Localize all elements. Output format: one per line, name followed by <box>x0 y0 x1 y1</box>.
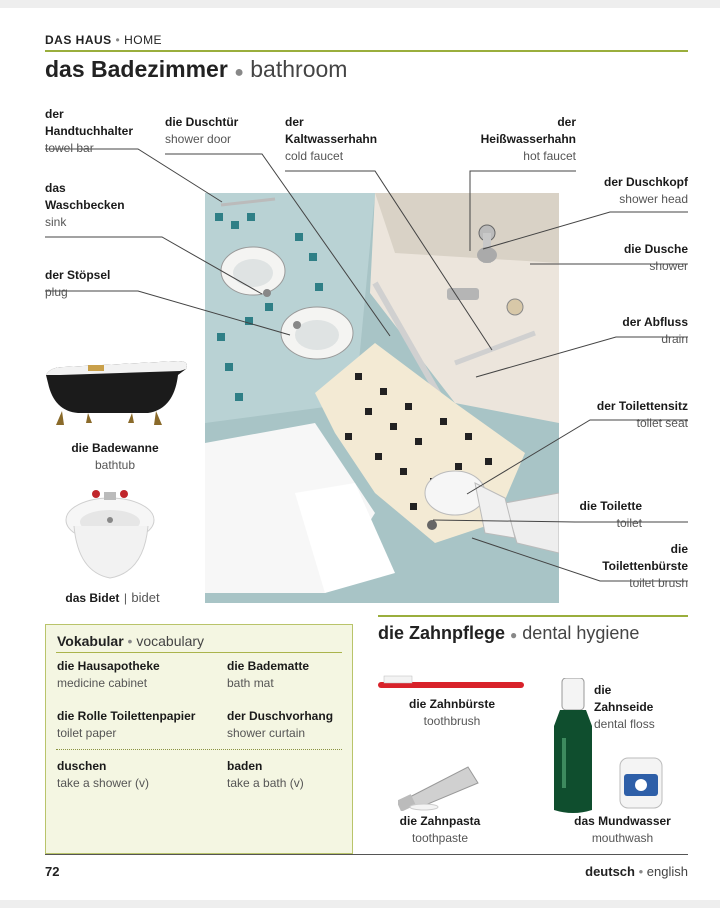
label-bathtub <box>40 440 190 473</box>
vocab-item <box>227 758 304 791</box>
label-toothpaste <box>375 813 505 846</box>
label-de: die Zahnbürste <box>408 697 495 711</box>
label-de: Kaltwasserhahn <box>285 132 378 146</box>
dental-floss-image <box>616 756 666 810</box>
title-en: bathroom <box>250 56 348 82</box>
separator-dot: ● <box>510 628 518 642</box>
label-towel-bar <box>45 106 133 156</box>
label-dental-floss <box>594 682 655 732</box>
label-toilet <box>580 498 642 531</box>
label-toothbrush <box>378 696 526 729</box>
label-de: die Zahnpasta <box>399 814 481 828</box>
vocab-en: take a bath (v) <box>227 776 304 790</box>
label-en: sink <box>45 215 67 229</box>
bidet-image <box>62 486 162 581</box>
label-de: Zahnseide <box>594 700 654 714</box>
label-de: Waschbecken <box>45 198 125 212</box>
label-plug <box>45 267 110 300</box>
label-en: shower head <box>619 192 688 206</box>
label-de: das Bidet <box>65 591 120 605</box>
label-en: toothbrush <box>423 714 481 728</box>
page-number: 72 <box>45 864 60 879</box>
label-de: die <box>594 683 612 697</box>
label-separator: | <box>123 591 127 605</box>
label-shower-door <box>165 114 238 147</box>
vocab-item <box>227 658 309 691</box>
toothpaste-image <box>398 761 484 811</box>
label-de: die Toilette <box>579 499 642 513</box>
label-de: der Toilettensitz <box>596 399 688 413</box>
dental-title-de: die Zahnpflege <box>378 623 506 643</box>
label-de: der Abfluss <box>622 315 688 329</box>
section-de: DAS HAUS <box>45 33 112 47</box>
label-en: bidet <box>131 590 160 605</box>
vocab-en: shower curtain <box>227 726 306 740</box>
separator-dot: ● <box>234 64 244 81</box>
label-de: der <box>557 115 576 129</box>
label-de: Handtuchhalter <box>45 124 134 138</box>
separator-dot: • <box>638 864 644 879</box>
vocab-title-en: vocabulary <box>136 633 205 649</box>
label-en: drain <box>661 332 688 346</box>
vocab-en: take a shower (v) <box>57 776 150 790</box>
label-de: die Dusche <box>623 242 688 256</box>
label-de: Heißwasserhahn <box>480 132 576 146</box>
dental-title <box>378 623 639 644</box>
separator-dot: • <box>115 33 121 47</box>
label-bidet <box>45 589 180 607</box>
label-de: der Duschkopf <box>603 175 688 189</box>
vocabulary-box <box>45 624 353 854</box>
separator-dot: • <box>127 633 133 649</box>
vocab-item <box>57 708 195 741</box>
vocab-en: bath mat <box>227 676 274 690</box>
label-en: mouthwash <box>591 831 654 845</box>
section-en: HOME <box>124 33 163 47</box>
label-en: toothpaste <box>411 831 469 845</box>
label-de: der <box>45 107 64 121</box>
label-mouthwash <box>555 813 690 846</box>
label-toilet-seat <box>597 398 688 431</box>
label-de: die <box>670 542 688 556</box>
label-en: towel bar <box>45 141 94 155</box>
label-de: das Mundwasser <box>574 814 671 828</box>
label-shower-head <box>604 174 688 207</box>
label-de: Toilettenbürste <box>602 559 688 573</box>
vocab-en: medicine cabinet <box>57 676 148 690</box>
label-en: toilet seat <box>636 416 688 430</box>
label-en: hot faucet <box>523 149 576 163</box>
toothbrush-image <box>378 674 526 694</box>
label-en: shower door <box>165 132 232 146</box>
footer-lang-en: english <box>646 864 688 879</box>
vocabulary-title <box>57 633 204 649</box>
footer-rule <box>45 854 688 855</box>
vocab-en: toilet paper <box>57 726 117 740</box>
label-shower <box>624 241 688 274</box>
label-en: toilet <box>616 516 642 530</box>
vocab-de: baden <box>227 759 263 773</box>
dental-title-en: dental hygiene <box>522 623 640 643</box>
vocab-de: die Rolle Toilettenpapier <box>57 709 196 723</box>
label-en: toilet brush <box>629 576 688 590</box>
vocab-de: duschen <box>57 759 107 773</box>
label-toilet-brush <box>602 541 688 591</box>
label-de: das <box>45 181 66 195</box>
label-en: shower <box>649 259 688 273</box>
label-de: die Duschtür <box>165 115 239 129</box>
label-en: plug <box>45 285 68 299</box>
vocab-divider <box>56 652 342 653</box>
title-de: das Badezimmer <box>45 56 228 82</box>
bathtub-image <box>40 353 190 433</box>
mouthwash-image <box>552 678 594 814</box>
vocab-de: die Badematte <box>227 659 310 673</box>
dental-rule <box>378 615 688 617</box>
vocab-dotted-divider <box>56 749 342 750</box>
vocab-item <box>57 758 149 791</box>
label-hot-faucet <box>481 114 576 164</box>
label-sink <box>45 180 125 230</box>
label-de: die Badewanne <box>71 441 159 455</box>
book-page <box>0 8 720 900</box>
footer-languages <box>585 864 688 879</box>
vocab-de: der Duschvorhang <box>227 709 334 723</box>
vocab-title-de: Vokabular <box>57 633 124 649</box>
label-de: der Stöpsel <box>45 268 111 282</box>
label-de: der <box>285 115 304 129</box>
vocab-de: die Hausapotheke <box>57 659 160 673</box>
label-drain <box>622 314 688 347</box>
footer-lang-de: deutsch <box>585 864 635 879</box>
label-cold-faucet <box>285 114 377 164</box>
label-en: cold faucet <box>285 149 344 163</box>
label-en: dental floss <box>594 717 655 731</box>
label-en: bathtub <box>94 458 136 472</box>
vocab-item <box>227 708 333 741</box>
vocab-item <box>57 658 160 691</box>
